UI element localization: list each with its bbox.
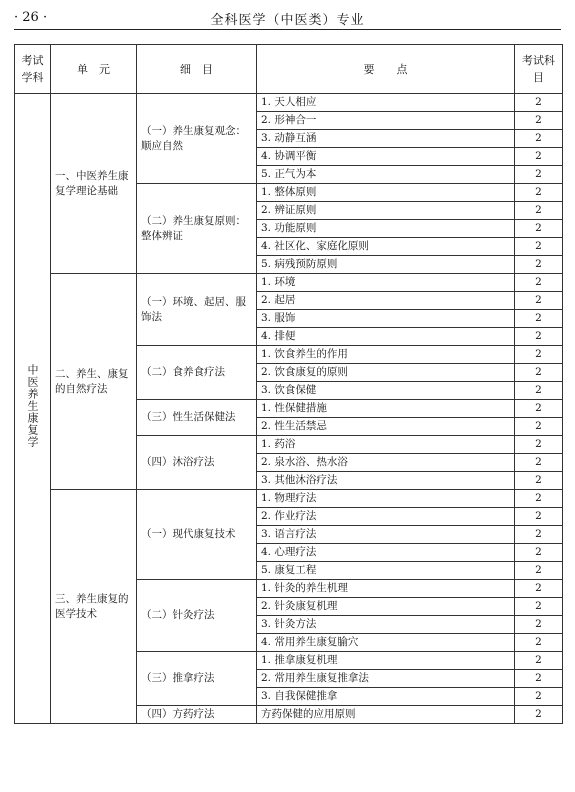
grade-cell: 2 [515, 400, 563, 418]
grade-cell: 2 [515, 364, 563, 382]
point-cell: 2. 泉水浴、热水浴 [257, 454, 515, 472]
grade-cell: 2 [515, 418, 563, 436]
grade-cell: 2 [515, 454, 563, 472]
point-cell: 5. 正气为本 [257, 166, 515, 184]
table-row [15, 94, 563, 112]
item-cell: （二）食养食疗法 [137, 346, 257, 400]
point-cell: 2. 形神合一 [257, 112, 515, 130]
item-cell: （四）方药疗法 [137, 706, 257, 724]
syllabus-table [14, 44, 563, 724]
table-header-row [15, 45, 563, 94]
point-cell: 3. 服饰 [257, 310, 515, 328]
table-row [15, 274, 563, 292]
item-cell: （一）现代康复技术 [137, 490, 257, 580]
grade-cell: 2 [515, 184, 563, 202]
header-grade: 考试科目 [515, 45, 563, 94]
point-cell: 2. 辨证原则 [257, 202, 515, 220]
header-point: 要 点 [257, 45, 515, 94]
grade-cell: 2 [515, 562, 563, 580]
point-cell: 2. 起居 [257, 292, 515, 310]
point-cell: 3. 动静互涵 [257, 130, 515, 148]
subject-cell [15, 94, 51, 724]
point-cell: 2. 饮食康复的原则 [257, 364, 515, 382]
grade-cell: 2 [515, 148, 563, 166]
grade-cell: 2 [515, 526, 563, 544]
grade-cell: 2 [515, 328, 563, 346]
unit-cell: 三、养生康复的医学技术 [51, 490, 137, 724]
grade-cell: 2 [515, 346, 563, 364]
unit-cell: 二、养生、康复的自然疗法 [51, 274, 137, 490]
table-body [15, 94, 563, 724]
item-cell: （一）环境、起居、服饰法 [137, 274, 257, 346]
grade-cell: 2 [515, 238, 563, 256]
point-cell: 3. 自我保健推拿 [257, 688, 515, 706]
point-cell: 2. 针灸康复机理 [257, 598, 515, 616]
point-cell: 方药保健的应用原则 [257, 706, 515, 724]
grade-cell: 2 [515, 670, 563, 688]
grade-cell: 2 [515, 220, 563, 238]
header-item: 细 目 [137, 45, 257, 94]
header-rule [14, 29, 561, 30]
grade-cell: 2 [515, 580, 563, 598]
point-cell: 1. 物理疗法 [257, 490, 515, 508]
point-cell: 3. 语言疗法 [257, 526, 515, 544]
point-cell: 1. 性保健措施 [257, 400, 515, 418]
grade-cell: 2 [515, 508, 563, 526]
point-cell: 1. 天人相应 [257, 94, 515, 112]
grade-cell: 2 [515, 130, 563, 148]
point-cell: 1. 针灸的养生机理 [257, 580, 515, 598]
point-cell: 1. 推拿康复机理 [257, 652, 515, 670]
point-cell: 2. 常用养生康复推拿法 [257, 670, 515, 688]
point-cell: 4. 排便 [257, 328, 515, 346]
point-cell: 3. 针灸方法 [257, 616, 515, 634]
page-header [14, 6, 561, 30]
grade-cell: 2 [515, 166, 563, 184]
table-row [15, 490, 563, 508]
point-cell: 3. 饮食保健 [257, 382, 515, 400]
point-cell: 1. 药浴 [257, 436, 515, 454]
grade-cell: 2 [515, 112, 563, 130]
point-cell: 5. 病残预防原则 [257, 256, 515, 274]
grade-cell: 2 [515, 706, 563, 724]
item-cell: （四）沐浴疗法 [137, 436, 257, 490]
point-cell: 5. 康复工程 [257, 562, 515, 580]
grade-cell: 2 [515, 202, 563, 220]
point-cell: 2. 性生活禁忌 [257, 418, 515, 436]
point-cell: 1. 环境 [257, 274, 515, 292]
grade-cell: 2 [515, 616, 563, 634]
point-cell: 4. 社区化、家庭化原则 [257, 238, 515, 256]
grade-cell: 2 [515, 256, 563, 274]
grade-cell: 2 [515, 688, 563, 706]
grade-cell: 2 [515, 94, 563, 112]
point-cell: 4. 常用养生康复腧穴 [257, 634, 515, 652]
item-cell: （二）针灸疗法 [137, 580, 257, 652]
point-cell: 2. 作业疗法 [257, 508, 515, 526]
grade-cell: 2 [515, 544, 563, 562]
grade-cell: 2 [515, 490, 563, 508]
grade-cell: 2 [515, 598, 563, 616]
item-cell: （三）性生活保健法 [137, 400, 257, 436]
item-cell: （二）养生康复原则：整体辨证 [137, 184, 257, 274]
subject-name: 中医养生康复学 [26, 364, 39, 448]
point-cell: 3. 功能原则 [257, 220, 515, 238]
unit-cell: 一、中医养生康复学理论基础 [51, 94, 137, 274]
page-number: · 26 · [14, 10, 48, 25]
point-cell: 3. 其他沐浴疗法 [257, 472, 515, 490]
grade-cell: 2 [515, 634, 563, 652]
grade-cell: 2 [515, 310, 563, 328]
grade-cell: 2 [515, 292, 563, 310]
grade-cell: 2 [515, 382, 563, 400]
item-cell: （三）推拿疗法 [137, 652, 257, 706]
page-title: 全科医学（中医类）专业 [210, 13, 365, 28]
grade-cell: 2 [515, 436, 563, 454]
grade-cell: 2 [515, 274, 563, 292]
item-cell: （一）养生康复观念：顺应自然 [137, 94, 257, 184]
grade-cell: 2 [515, 472, 563, 490]
header-unit: 单 元 [51, 45, 137, 94]
point-cell: 1. 整体原则 [257, 184, 515, 202]
point-cell: 4. 协调平衡 [257, 148, 515, 166]
point-cell: 1. 饮食养生的作用 [257, 346, 515, 364]
header-subject: 考试学科 [15, 45, 51, 94]
point-cell: 4. 心理疗法 [257, 544, 515, 562]
grade-cell: 2 [515, 652, 563, 670]
